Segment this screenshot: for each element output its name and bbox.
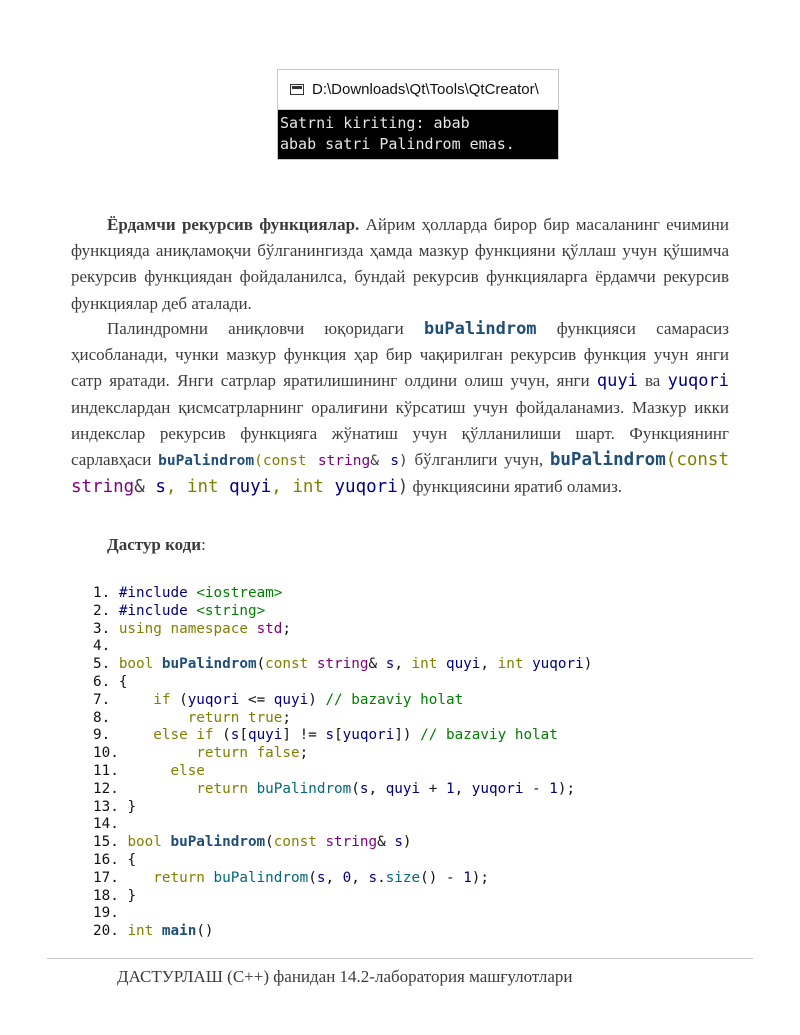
code-token: yuqori: [334, 477, 398, 498]
paragraph-helper-functions: [71, 212, 729, 317]
line-number: 9.: [93, 727, 119, 744]
code-token: int: [186, 477, 219, 498]
line-number: 10.: [93, 745, 128, 762]
line-number: 11.: [93, 762, 128, 779]
code-token: (: [665, 450, 677, 471]
code-token: string: [317, 453, 371, 470]
paragraph-text: Айрим ҳолларда бирор бир масаланинг ечимини функцияда аниқламоқчи бўлганингизда ҳамда мазкур функцияни қўллаш учун қўшимча рекурсив функциядан фойдаланилса, бундай рекурсив функцияларга ёрдамчи рекурсив функциялар деб аталади.: [71, 215, 729, 313]
program-code-label: [107, 532, 765, 558]
code-line: 17. return buPalindrom(s, 0, s.size() - 1);: [93, 869, 490, 886]
code-line: 2. #include <string>: [93, 602, 266, 619]
console-output: [278, 110, 558, 155]
line-number: 6.: [93, 673, 119, 690]
paragraph-heading: Ёрдамчи рекурсив функциялар.: [107, 215, 360, 234]
code-line: 5. bool buPalindrom(const string& s, int quyi, int yuqori): [93, 656, 593, 673]
code-line: 3. using namespace std;: [93, 620, 291, 637]
code-line: [93, 816, 592, 834]
line-number: 13.: [93, 798, 128, 815]
code-listing: [93, 585, 592, 941]
console-line: Satrni kiriting: abab: [280, 114, 470, 132]
code-line: 16. {: [93, 851, 137, 868]
console-line: abab satri Palindrom emas.: [280, 135, 515, 153]
text-span: Палиндромни аниқловчи юқоридаги: [107, 319, 424, 338]
text-span: бўлганлиги учун,: [407, 450, 550, 470]
code-line: 15. bool buPalindrom(const string& s): [93, 834, 412, 851]
console-window-icon: [290, 84, 304, 95]
inline-code-var: quyi: [596, 371, 638, 392]
code-token: s: [155, 477, 166, 498]
code-token: quyi: [229, 477, 272, 498]
console-title: D:\Downloads\Qt\Tools\QtCreator\: [312, 81, 539, 98]
line-number: 20.: [93, 923, 128, 940]
paragraph-palindrome: [71, 316, 729, 500]
code-line: 1. #include <iostream>: [93, 585, 283, 601]
line-number: 5.: [93, 656, 119, 673]
code-token: ,: [271, 477, 282, 498]
code-token: &: [370, 453, 379, 470]
line-number: 19.: [93, 905, 128, 922]
code-line: [93, 638, 592, 656]
code-line: [93, 905, 592, 923]
code-token: int: [292, 477, 324, 498]
code-line: 10. return false;: [93, 745, 309, 762]
line-number: 18.: [93, 887, 128, 904]
code-line: 11. else: [93, 762, 205, 779]
code-token: buPalindrom: [549, 450, 666, 471]
text-span: :: [201, 535, 206, 554]
inline-code-signature-short: [158, 453, 408, 469]
console-titlebar: [278, 70, 558, 110]
line-number: 17.: [93, 869, 128, 886]
console-screenshot: [277, 69, 559, 160]
line-number: 3.: [93, 620, 119, 637]
line-number: 7.: [93, 691, 119, 708]
inline-code-var: yuqori: [667, 371, 729, 392]
code-line: 20. int main(): [93, 923, 214, 940]
code-token: ): [398, 453, 408, 470]
code-line: 13. }: [93, 798, 137, 815]
code-line: 8. return true;: [93, 709, 292, 726]
line-number: 4.: [93, 638, 119, 655]
code-token: ,: [165, 477, 177, 498]
code-token: const: [676, 450, 729, 471]
code-line: 18. }: [93, 887, 137, 904]
line-number: 12.: [93, 780, 128, 797]
code-line: 9. else if (s[quyi] != s[yuqori]) // bazaviy holat: [93, 727, 558, 744]
text-span: функциясини яратиб оламиз.: [408, 477, 623, 497]
code-token: ): [397, 477, 409, 498]
line-number: 16.: [93, 851, 128, 868]
code-token: (: [254, 453, 263, 470]
code-token: buPalindrom: [158, 453, 255, 470]
line-number: 2.: [93, 602, 119, 619]
text-span: индекслардан қисмсатрларнинг оралиғини кўрсатиш учун фойдаланамиз. Мазкур икки индекслар рекурсив функцияга жўнатиш учун қўлланилиши шарт. Функциянинг сарлавҳаси: [71, 397, 729, 470]
code-token: &: [134, 477, 145, 498]
code-line: 12. return buPalindrom(s, quyi + 1, yuqori - 1);: [93, 780, 576, 797]
page-footer: ДАСТУРЛАШ (С++) фанидан 14.2-лаборатория машғулотлари: [117, 967, 573, 986]
text-span: функцияси самарасиз ҳисобланади, чунки мазкур функция ҳар бир чақирилган рекурсив функция учун янги сатр яратади. Янги сатрлар яратилишининг олдини олиш учун, янги: [71, 319, 729, 391]
line-number: 15.: [93, 834, 128, 851]
code-token: const: [262, 453, 307, 470]
footer-divider: [47, 958, 753, 959]
code-token: string: [71, 477, 135, 498]
inline-code-fn: buPalindrom: [423, 319, 537, 339]
code-line: 6. {: [93, 673, 128, 690]
line-number: 1.: [93, 585, 119, 601]
program-code-heading: Дастур коди: [107, 535, 202, 554]
line-number: 8.: [93, 709, 119, 726]
text-span: ва: [637, 371, 668, 391]
code-line: 7. if (yuqori <= quyi) // bazaviy holat: [93, 691, 464, 708]
code-token: s: [390, 453, 399, 470]
line-number: 14.: [93, 816, 128, 833]
